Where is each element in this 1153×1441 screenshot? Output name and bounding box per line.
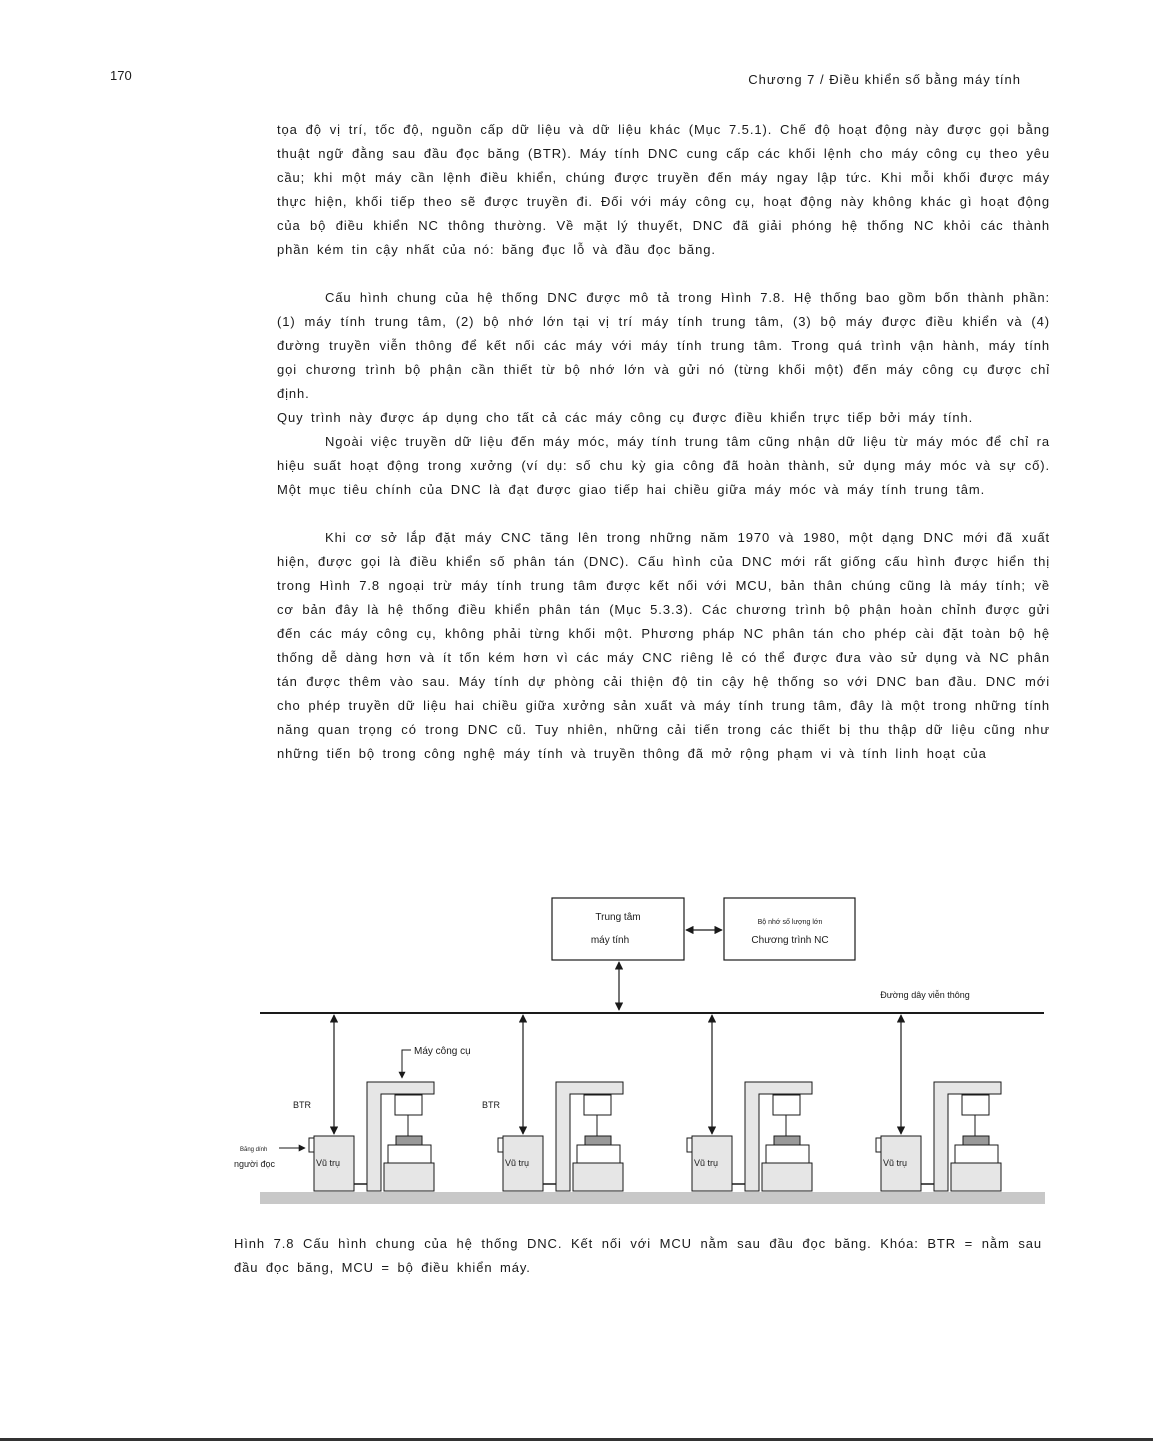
telecom-line-label: Đường dây viễn thông bbox=[880, 990, 970, 1000]
bulk-memory-line-2: Chương trình NC bbox=[751, 935, 829, 946]
running-head: Chương 7 / Điều khiển số bằng máy tính bbox=[748, 72, 1021, 87]
btr-label-2: BTR bbox=[482, 1100, 500, 1110]
central-computer-line-2: máy tính bbox=[590, 935, 630, 946]
bulk-memory-line-1: Bộ nhớ số lượng lớn bbox=[757, 919, 823, 926]
mcu-label-2: Vũ trụ bbox=[505, 1158, 530, 1168]
btr-label-1: BTR bbox=[293, 1100, 311, 1110]
mcu-label-3: Vũ trụ bbox=[694, 1158, 719, 1168]
paragraph-2: Cấu hình chung của hệ thống DNC được mô tả trong Hình 7.8. Hệ thống bao gồm bốn thành phần: (1) máy tính trung tâm, (2) bộ nhớ lớn tại vị trí máy tính trung tâm, (3) bộ máy được điều khiển và (4) đường truyền viễn thông để kết nối các máy với máy tính trung tâm. Trong quá trình vận hành, máy tính gọi chương trình bộ phận cần thiết từ bộ nhớ lớn và gửi nó (từng khối một) đến máy công cụ được chỉ định. bbox=[277, 290, 1050, 401]
mcu-label-4: Vũ trụ bbox=[883, 1158, 908, 1168]
paragraph-4: Ngoài việc truyền dữ liệu đến máy móc, máy tính trung tâm cũng nhận dữ liệu từ máy móc để chỉ ra hiệu suất hoạt động trong xưởng (ví dụ: số chu kỳ gia công đã hoàn thành, sử dụng máy móc và sự cố). Một mục tiêu chính của DNC là đạt được giao tiếp hai chiều giữa máy móc và máy tính trung tâm. bbox=[277, 434, 1050, 497]
central-computer-line-1: Trung tâm bbox=[595, 912, 641, 923]
machine-station-1 bbox=[309, 1015, 434, 1191]
central-computer-box bbox=[552, 898, 684, 960]
figure-dnc-configuration bbox=[0, 880, 1153, 1220]
tape-label: Băng dính bbox=[240, 1147, 268, 1153]
paragraph-3: Quy trình này được áp dụng cho tất cả các máy công cụ được điều khiển trực tiếp bởi máy tính. bbox=[277, 410, 974, 425]
bulk-memory-box bbox=[724, 898, 855, 960]
body-text bbox=[277, 118, 1050, 766]
figure-caption: Hình 7.8 Cấu hình chung của hệ thống DNC. Kết nối với MCU nằm sau đầu đọc băng. Khóa: BTR = nằm sau đầu đọc băng, MCU = bộ điều khiển máy. bbox=[234, 1236, 1042, 1275]
page-number: 170 bbox=[110, 68, 132, 83]
machine-station-2 bbox=[498, 1015, 623, 1191]
machine-station-4 bbox=[876, 1015, 1001, 1191]
machine-station-3 bbox=[687, 1015, 812, 1191]
shop-floor bbox=[260, 1192, 1045, 1204]
reader-label: người đọc bbox=[234, 1159, 275, 1169]
mcu-label-1: Vũ trụ bbox=[316, 1158, 341, 1168]
machine-tool-label: Máy công cụ bbox=[414, 1046, 471, 1057]
paragraph-1: tọa độ vị trí, tốc độ, nguồn cấp dữ liệu và dữ liệu khác (Mục 7.5.1). Chế độ hoạt động này được gọi bằng thuật ngữ đằng sau đầu đọc băng (BTR). Máy tính DNC cung cấp các khối lệnh cho máy công cụ theo yêu cầu; khi một máy cần lệnh điều khiển, chúng được truyền đến máy ngay lập tức. Khi mỗi khối được máy thực hiện, khối tiếp theo sẽ được truyền đi. Đối với máy công cụ, hoạt động này không khác gì hoạt động của bộ điều khiển NC thông thường. Về mặt lý thuyết, DNC đã giải phóng hệ thống NC khỏi các thành phần kém tin cậy nhất của nó: băng đục lỗ và đầu đọc băng. bbox=[277, 122, 1050, 257]
paragraph-5: Khi cơ sở lắp đặt máy CNC tăng lên trong những năm 1970 và 1980, một dạng DNC mới đã xuất hiện, được gọi là điều khiển số phân tán (DNC). Cấu hình của DNC mới rất giống cấu hình được hiển thị trong Hình 7.8 ngoại trừ máy tính trung tâm được kết nối với MCU, bản thân chúng cũng là máy tính; về cơ bản đây là hệ thống điều khiển phân tán (Mục 5.3.3). Các chương trình bộ phận hoàn chỉnh được gửi đến các máy công cụ, không phải từng khối một. Phương pháp NC phân tán cho phép cài đặt toàn bộ hệ thống dễ dàng hơn và ít tốn kém hơn vì các máy CNC riêng lẻ có thể được đưa vào sử dụng và NC phân tán được thêm vào sau. Máy tính dự phòng cải thiện độ tin cậy hệ thống so với DNC ban đầu. DNC mới cho phép truyền dữ liệu hai chiều giữa xưởng sản xuất và máy tính trung tâm, đây là một trong những tính năng quan trọng có trong DNC cũ. Tuy nhiên, những cải tiến trong các thiết bị thu thập dữ liệu cũng như những tiến bộ trong công nghệ máy tính và truyền thông đã mở rộng phạm vi và tính linh hoạt của bbox=[277, 530, 1050, 761]
